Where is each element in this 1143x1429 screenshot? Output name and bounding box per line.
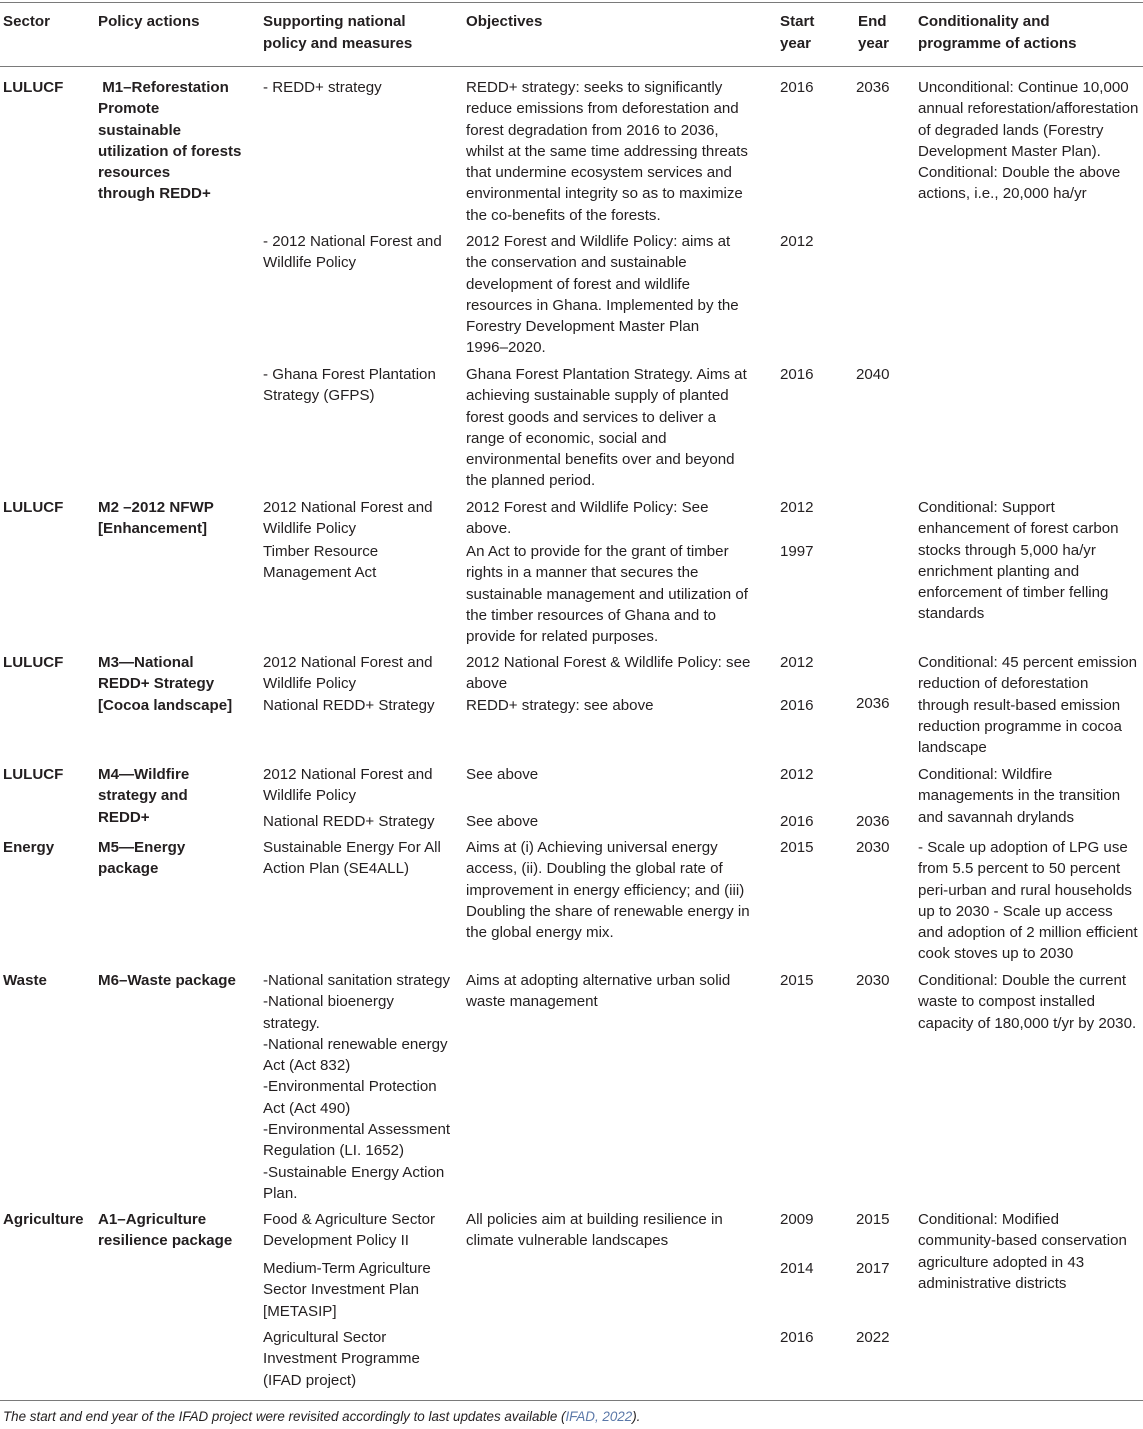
header-bottom-rule (0, 66, 1143, 67)
row-start-year: 2012 (780, 233, 814, 250)
row-policy: Food & Agriculture Sector Development Policy II (263, 1211, 435, 1250)
table-bottom-rule (0, 1400, 1143, 1401)
row-sector: Agriculture (3, 1211, 84, 1228)
row-policy: Agricultural Sector Investment Programme (IFAD project) (263, 1329, 420, 1389)
header-start-year: Start year (780, 13, 815, 52)
row-policy: National REDD+ Strategy (263, 813, 435, 830)
row-start-year: 2015 (780, 839, 814, 856)
row-policy-action: M5—Energy package (98, 839, 186, 878)
row-conditionality: Unconditional: Continue 10,000 annual reforestation/afforestation of degraded lands (Forestry Development Master Plan). Conditional: Double the above actions, i.e., 20,000 ha/yr (918, 79, 1139, 203)
header-policy-actions: Policy actions (98, 13, 200, 30)
row-policy: Timber Resource Management Act (263, 543, 379, 582)
row-start-year: 2012 (780, 766, 814, 783)
row-start-year: 2016 (780, 813, 814, 830)
row-policy-action: M6–Waste package (98, 972, 236, 989)
row-start-year: 2016 (780, 1329, 814, 1346)
row-end-year: 2040 (856, 366, 890, 383)
row-conditionality: Conditional: Double the current waste to compost installed capacity of 180,000 t/yr by 2030. (918, 972, 1137, 1032)
row-end-year: 2036 (856, 695, 890, 712)
row-sector: LULUCF (3, 79, 64, 96)
row-objective: 2012 National Forest & Wildlife Policy: see above (466, 654, 751, 693)
row-policy-action: M2 –2012 NFWP [Enhancement] (98, 499, 214, 538)
row-policy: Sustainable Energy For All Action Plan (SE4ALL) (263, 839, 441, 878)
row-policy-action: M4—Wildfire strategy and REDD+ (98, 766, 190, 826)
header-sector: Sector (3, 13, 50, 30)
row-objective: Ghana Forest Plantation Strategy. Aims at achieving sustainable supply of planted forest goods and services to deliver a range of economic, social and environmental benefits over and beyond the planned period. (466, 366, 747, 490)
row-conditionality: Conditional: 45 percent emission reduction of deforestation through result-based emission reduction programme in cocoa landscape (918, 654, 1137, 757)
row-sector: Energy (3, 839, 55, 856)
row-start-year: 2016 (780, 697, 814, 714)
row-end-year: 2022 (856, 1329, 890, 1346)
row-end-year: 2036 (856, 813, 890, 830)
row-end-year: 2015 (856, 1211, 890, 1228)
row-policy: 2012 National Forest and Wildlife Policy (263, 499, 433, 538)
header-conditionality: Conditionality and programme of actions (918, 13, 1077, 52)
row-policy-action: M1–Reforestation Promote sustainable utilization of forests resources through REDD+ (98, 79, 242, 203)
table-footnote (3, 1409, 640, 1424)
row-policy: - 2012 National Forest and Wildlife Policy (263, 233, 442, 272)
row-sector: LULUCF (3, 654, 64, 671)
row-start-year: 1997 (780, 543, 814, 560)
row-conditionality: Conditional: Wildfire managements in the transition and savannah drylands (918, 766, 1121, 826)
row-sector: Waste (3, 972, 47, 989)
row-conditionality: Conditional: Modified community-based conservation agriculture adopted in 43 administrative districts (918, 1211, 1127, 1292)
row-end-year: 2030 (856, 839, 890, 856)
row-objective: REDD+ strategy: see above (466, 697, 654, 714)
row-objective: 2012 Forest and Wildlife Policy: See above. (466, 499, 709, 538)
row-start-year: 2016 (780, 366, 814, 383)
row-policy: - Ghana Forest Plantation Strategy (GFPS) (263, 366, 436, 405)
row-objective: Aims at adopting alternative urban solid waste management (466, 972, 731, 1011)
row-end-year: 2036 (856, 79, 890, 96)
header-objectives: Objectives (466, 13, 543, 30)
row-start-year: 2014 (780, 1260, 814, 1277)
row-sector: LULUCF (3, 766, 64, 783)
row-objective: See above (466, 766, 539, 783)
row-policy-action: A1–Agriculture resilience package (98, 1211, 233, 1250)
row-conditionality: Conditional: Support enhancement of forest carbon stocks through 5,000 ha/yr enrichment planting and enforcement of timber felling standards (918, 499, 1119, 623)
table-top-rule (0, 2, 1143, 3)
row-policy: -National sanitation strategy -National bioenergy strategy. -National renewable energy Act (Act 832) -Environmental Protection Act (Act 490) -Environmental Assessment Regulation (LI. 1652) -Sustainable Energy Action Plan. (263, 972, 451, 1202)
row-objective: See above (466, 813, 539, 830)
footnote-text: The start and end year of the IFAD project were revisited accordingly to last updates available ( (3, 1409, 566, 1424)
row-policy: 2012 National Forest and Wildlife Policy (263, 766, 433, 805)
row-policy: National REDD+ Strategy (263, 697, 435, 714)
row-start-year: 2015 (780, 972, 814, 989)
row-end-year: 2030 (856, 972, 890, 989)
row-start-year: 2009 (780, 1211, 814, 1228)
header-supporting: Supporting national policy and measures (263, 13, 413, 52)
row-objective: 2012 Forest and Wildlife Policy: aims at the conservation and sustainable development of forest and wildlife resources in Ghana. Implemented by the Forestry Development Master Plan 1996–2020. (466, 233, 739, 357)
row-start-year: 2012 (780, 654, 814, 671)
row-objective: REDD+ strategy: seeks to significantly reduce emissions from deforestation and forest degradation from 2016 to 2036, whilst at the same time addressing threats that undermine ecosystem services and environmental integrity so as to maximize the co-benefits of the forests. (466, 79, 748, 224)
row-start-year: 2012 (780, 499, 814, 516)
row-sector: LULUCF (3, 499, 64, 516)
row-start-year: 2016 (780, 79, 814, 96)
row-end-year: 2017 (856, 1260, 890, 1277)
row-policy: 2012 National Forest and Wildlife Policy (263, 654, 433, 693)
row-policy-action: M3—National REDD+ Strategy [Cocoa landscape] (98, 654, 233, 714)
header-end-year: End year (858, 13, 890, 52)
footnote-citation-link[interactable]: IFAD, 2022 (565, 1409, 633, 1424)
row-objective: An Act to provide for the grant of timber rights in a manner that secures the sustainable management and utilization of the timber resources of Ghana and to provide for related purposes. (466, 543, 748, 646)
row-objective: All policies aim at building resilience in climate vulnerable landscapes (466, 1211, 723, 1250)
row-objective: Aims at (i) Achieving universal energy access, (ii). Doubling the global rate of improvement in energy efficiency; and (iii) Doubling the share of renewable energy in the global energy mix. (466, 839, 750, 942)
row-policy: Medium-Term Agriculture Sector Investment Plan [METASIP] (263, 1260, 431, 1320)
footnote-text-end: ). (632, 1409, 641, 1424)
row-policy: - REDD+ strategy (263, 79, 382, 96)
row-conditionality: - Scale up adoption of LPG use from 5.5 percent to 50 percent peri-urban and rural households up to 2030 - Scale up access and adoption of 2 million efficient cook stoves up to 2030 (918, 839, 1138, 963)
